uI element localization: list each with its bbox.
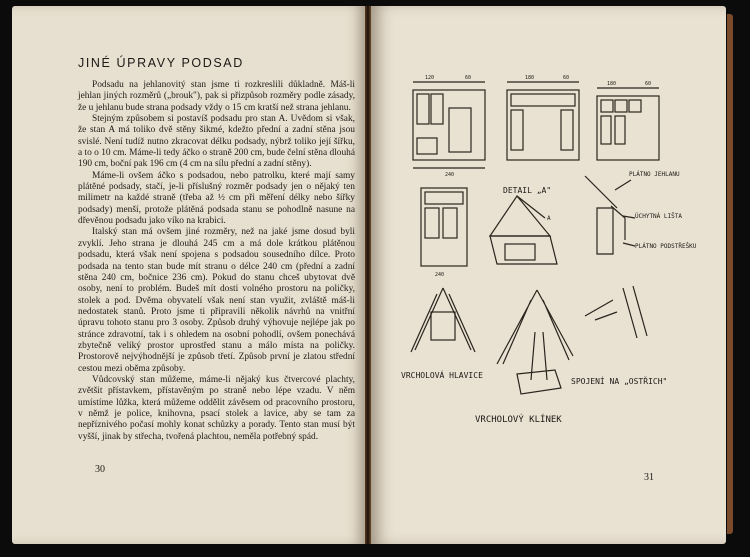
running-head: JINÉ ÚPRAVY PODSAD: [78, 56, 244, 70]
detail-a-drawing: [585, 176, 635, 254]
dim-label: 60: [465, 75, 472, 81]
dim-label: 180: [607, 81, 617, 87]
page-number-right: 31: [644, 472, 654, 483]
dim-label: 120: [425, 75, 435, 81]
book-edge: [727, 14, 733, 534]
floor-plan-1: [413, 75, 485, 178]
tent-drawings-figure: [385, 68, 697, 448]
dim-label: 240: [435, 272, 445, 278]
label-platno-podstresku: PLÁTNO PODSTŘEŠKU: [635, 243, 697, 250]
label-spojeni: SPOJENÍ NA „OSTŘICH": [571, 377, 668, 386]
paragraph: Vůdcovský stan můžeme, máme-li nějaký kus čtvercové plachty, zvětšit přístavkem, přístavěným po straně nebo lépe vzadu. V něm umístíme lůžka, která můžeme oddělit závěsem od pracovního prostoru, v němž je police, knihovna, psací stolek a lavice, aby se tam za nepříznivého počasí mohly konat schůzky a porady. Tento stan musí být vyšší, jinak by střecha, tvořená plachtou, neměla potřebný spád.: [78, 374, 355, 442]
vrcholova-hlavice-drawing: [411, 288, 475, 352]
label-platno-jehlanu: PLÁTNO JEHLANU: [629, 171, 680, 178]
detail-a-label: DETAIL „A": [503, 186, 552, 195]
paragraph: Stejným způsobem si postavíš podsadu pro stan A. Uvědom si však, že stan A má toliko dvě stěny šikmé, kdežto přední a zadní stěna jsou svislé. Není tudíž nutno zkracovat délku podsady, nýbrž toliko její šířku, a to o 10 cm. Máme-li tedy áčko o straně 200 cm, bude čelní stěna dlouhá 190 cm, boční pak 196 cm (4 cm na sílu přední a zadní stěny).: [78, 114, 355, 170]
detail-a-marker: A: [547, 215, 551, 222]
dim-label: 180: [525, 75, 535, 81]
label-vrcholovy-klinek: VRCHOLOVÝ KLÍNEK: [475, 415, 562, 425]
paragraph: Italský stan má ovšem jiné rozměry, než na jaké jsme dosud byli zvyklí. Jeho strana je dlouhá 245 cm a má dole krátkou plátěnou podsadu, která však není spojena s podsadou sousedního dílce. Proto podsada na tento stan bude mít stranu o délce 240 cm (přední a zadní stěna 240 cm, bočnice 236 cm). Pokud do stanu chceš ubytovat dvě osoby, není to problém. Budeš mít dosti volného prostoru na poličky, stolek a pod. Dvěma obyvatelí však není stan využit, zvláště máš-li nedostatek stanů. Proto jsme ti připravili několik návrhů na vnitřní úpravu tohoto stanu pro 3 osoby. Způsob druhý výhovuje nejlépe jak po stránce zdravotní, tak i s ohledem na osobní pohodlí, ovšem ponechává zbytečně veliký prostor uprostřed stanu a málo místa na poličky. Prostorově nejvýhodnější je způsob třetí. Způsob první je zlatou střední cestou mezi oběma způsoby.: [78, 227, 355, 374]
page-number-left: 30: [95, 464, 105, 475]
dim-label: 60: [645, 81, 652, 87]
body-text: [78, 80, 355, 443]
floor-plan-2: [507, 75, 579, 160]
paragraph: Máme-li ovšem áčko s podsadou, nebo patrolku, které mají samy plátěné podsady, stačí, je-li příslušný rozměr podsady jen o nějaký ten milimetr na každé straně (třeba až ½ cm při měření délky nebo šířky podsady) menší, protože plátěná podsada stanu se pohodlně nasune na dřevěnou podsadu jako víko na krabici.: [78, 170, 355, 227]
dim-label: 60: [563, 75, 570, 81]
floor-plan-3: [597, 81, 659, 160]
label-vrcholova-hlavice: VRCHOLOVÁ HLAVICE: [401, 371, 483, 380]
dim-label: 240: [445, 172, 455, 178]
floor-plan-4: [421, 188, 467, 278]
spojeni-drawing: [497, 286, 647, 364]
tent-perspective: [490, 196, 557, 264]
vrcholovy-klinek-drawing: [517, 332, 561, 394]
paragraph: Podsadu na jehlanovitý stan jsme ti rozkreslili důkladně. Máš-li jehlan jiných rozměrů („brouk"), pak si přizpůsob rozměry podle zásady, že u jehlanu bude strana podsady vždy o 15 cm kratší než strana jehlanu.: [78, 80, 355, 113]
label-uchytna-lista: ÚCHYTNÁ LIŠTA: [635, 213, 682, 220]
